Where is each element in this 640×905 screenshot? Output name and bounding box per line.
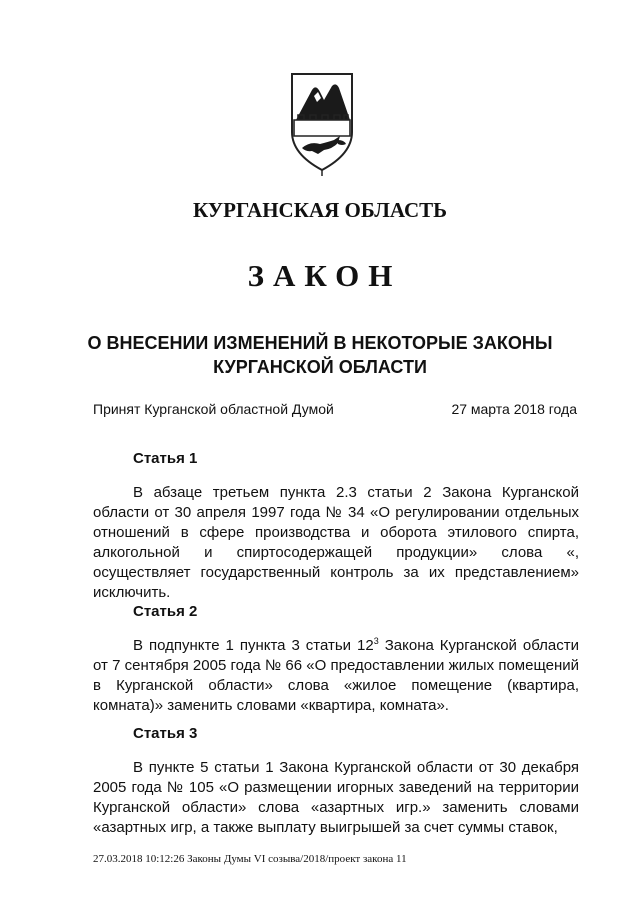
article-3-heading: Статья 3	[133, 725, 198, 742]
article-2-heading: Статья 2	[133, 603, 198, 620]
article-3-text: В пункте 5 статьи 1 Закона Курганской области от 30 декабря 2005 года № 105 «О размещении игорных заведений на территории Курганской области» слова «азартных игр.» заменить словами «азартных игр, а также выплату выигрышей за счет суммы ставок,	[93, 759, 579, 836]
article-number-superscript: 3	[373, 636, 379, 646]
adopted-date: 27 марта 2018 года	[451, 401, 577, 417]
article-1-heading: Статья 1	[133, 450, 198, 467]
footer-note: 27.03.2018 10:12:26 Законы Думы VI созыва/2018/проект закона 11	[93, 853, 407, 865]
article-2-text-start: В подпункте 1 пункта 3 статьи 12	[133, 637, 374, 654]
article-2-text	[93, 636, 579, 716]
document-type: ЗАКОН	[247, 258, 402, 293]
adoption-line	[93, 401, 577, 417]
adopted-by: Принят Курганской областной Думой	[93, 401, 334, 417]
region-name: КУРГАНСКАЯ ОБЛАСТЬ	[192, 198, 448, 222]
law-title: О ВНЕСЕНИИ ИЗМЕНЕНИЙ В НЕКОТОРЫЕ ЗАКОНЫ КУРГАНСКОЙ ОБЛАСТИ	[87, 333, 553, 377]
kurgan-coat-of-arms-icon	[288, 70, 356, 178]
article-2-text-end: Закона Курганской области от 7 сентября 2005 года № 66 «О предоставлении жилых помещений в Курганской области» слова «жилое помещение (квартира, комната)» заменить словами «квартира, комната».	[93, 637, 579, 714]
article-1-text: В абзаце третьем пункта 2.3 статьи 2 Закона Курганской области от 30 апреля 1997 года № 34 «О регулировании отдельных отношений в сфере производства и оборота этилового спирта, алкогольной и спиртосодержащей продукции» слова «, осуществляет государственный контроль за их представлением» исключить.	[93, 484, 579, 601]
